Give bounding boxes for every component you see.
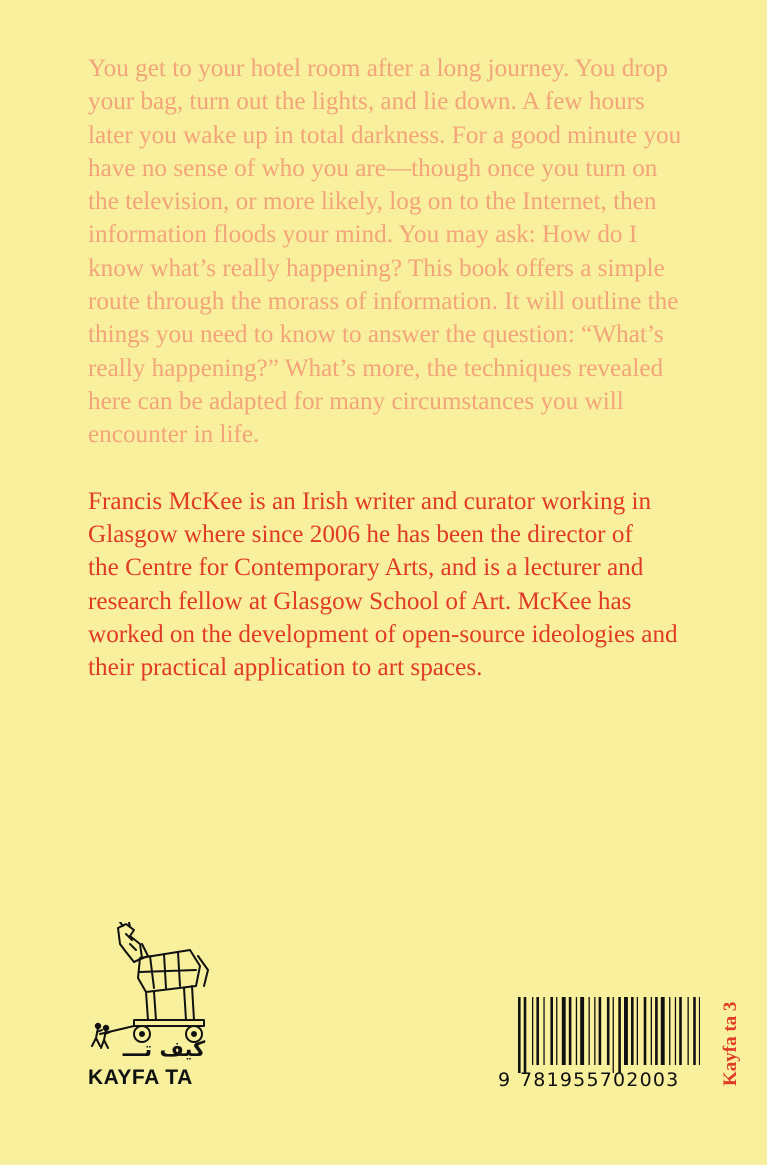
barcode-bar	[594, 997, 595, 1065]
blurb-line: know what’s really happening? This book offers a simple	[88, 254, 665, 282]
barcode-bar	[661, 997, 665, 1065]
blurb-line: your bag, turn out the lights, and lie down. A few hours	[88, 88, 645, 116]
blurb-line: later you wake up in total darkness. For a good minute you	[88, 121, 682, 149]
isbn-first-digit: 9	[498, 1069, 511, 1091]
bio-line: research fellow at Glasgow School of Art. McKee has	[88, 587, 632, 615]
barcode-bar	[580, 997, 584, 1065]
barcode-bar	[675, 997, 676, 1065]
barcode-bars	[518, 997, 700, 1073]
barcode-bar	[618, 997, 621, 1073]
barcode-bar	[569, 997, 572, 1065]
trojan-horse-icon	[90, 922, 210, 1052]
barcode-bar	[524, 997, 527, 1073]
barcode-bar	[679, 997, 682, 1065]
blurb-line: the television, or more likely, log on to the Internet, then	[88, 188, 657, 216]
isbn-barcode	[498, 997, 704, 1093]
isbn-number	[498, 1069, 704, 1091]
barcode-bar	[576, 997, 577, 1065]
barcode-bar	[624, 997, 628, 1065]
barcode-bar	[699, 997, 700, 1065]
publisher-name: KAYFA TA	[88, 1066, 193, 1089]
blurb-line: have no sense of who you are—though once you turn on	[88, 154, 658, 182]
barcode-bar	[543, 997, 544, 1065]
blurb-line: information floods your mind. You may ask: How do I	[88, 221, 638, 249]
barcode-bar	[518, 997, 521, 1073]
barcode-bar	[637, 997, 638, 1065]
barcode-bar	[613, 997, 614, 1073]
barcode-bar	[651, 997, 652, 1065]
bio-line: worked on the development of open-source ideologies and	[88, 620, 678, 648]
barcode-bar	[536, 997, 539, 1065]
barcode-bar	[532, 997, 533, 1065]
bio-line: Glasgow where since 2006 he has been the director of	[88, 521, 633, 549]
barcode-bar	[644, 997, 647, 1065]
barcode-bar	[550, 997, 553, 1065]
book-blurb	[88, 52, 708, 452]
blurb-line: encounter in life.	[88, 421, 260, 449]
barcode-bar	[688, 997, 689, 1065]
bio-line: Francis McKee is an Irish writer and curator working in	[88, 488, 652, 515]
barcode-bar	[562, 997, 566, 1065]
barcode-bar	[655, 997, 658, 1065]
publisher-logo	[86, 922, 216, 1092]
blurb-line: really happening?” What’s more, the techniques revealed	[88, 354, 664, 382]
publisher-arabic-name: كيف تـــ	[122, 1037, 206, 1061]
bio-line: their practical application to art spaces.	[88, 654, 483, 682]
barcode-bar	[607, 997, 610, 1065]
barcode-bar	[631, 997, 634, 1065]
barcode-bar	[589, 997, 590, 1065]
author-bio	[88, 485, 708, 684]
blurb-line: route through the morass of information. It will outline the	[88, 288, 679, 316]
barcode-bar	[669, 997, 670, 1065]
blurb-line: things you need to know to answer the question: “What’s	[88, 321, 664, 349]
barcode-bar	[556, 997, 557, 1065]
barcode-bar	[599, 997, 602, 1065]
isbn-digits: 781955702003	[520, 1069, 680, 1091]
blurb-line: here can be adapted for many circumstances you will	[88, 387, 624, 415]
bio-line: the Centre for Contemporary Arts, and is a lecturer and	[88, 554, 644, 582]
barcode-bar	[693, 997, 696, 1065]
blurb-line: You get to your hotel room after a long journey. You drop	[88, 55, 668, 82]
spine-label: Kayfa ta 3	[720, 1001, 741, 1086]
